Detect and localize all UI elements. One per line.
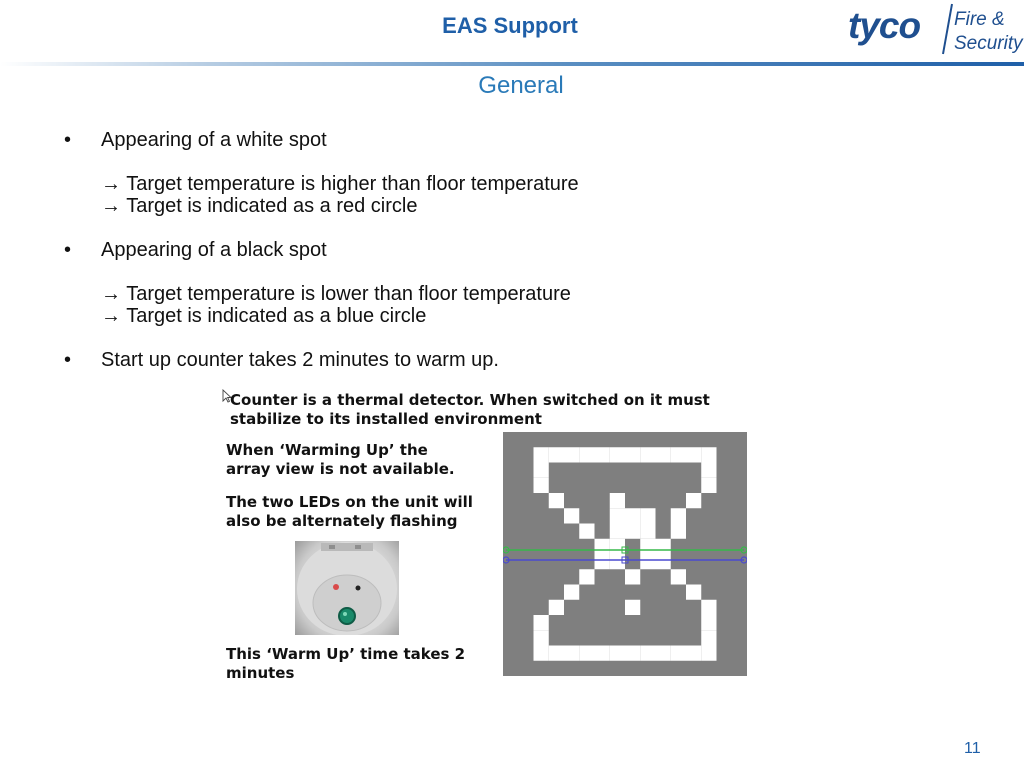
- page-number: 11: [964, 740, 981, 757]
- sub-point: → Target temperature is higher than floor temperature: [101, 173, 579, 195]
- section-title: General: [478, 72, 564, 99]
- array-pixel: [671, 447, 686, 462]
- array-pixel: [610, 539, 625, 554]
- slide-header-title: EAS Support: [442, 13, 578, 38]
- array-pixel: [564, 646, 579, 661]
- header-divider: [0, 62, 1024, 66]
- array-pixel: [595, 447, 610, 462]
- warm-up-time-note: [226, 645, 496, 683]
- array-pixel: [640, 539, 655, 554]
- warming-up-note: [226, 441, 496, 479]
- array-pixel: [610, 493, 625, 508]
- array-pixel: [701, 478, 716, 493]
- bullet-item: [64, 349, 784, 371]
- array-pixel: [549, 646, 564, 661]
- array-pixel: [656, 539, 671, 554]
- array-pixel: [701, 447, 716, 462]
- bullet-text: Appearing of a white spot: [101, 129, 327, 151]
- array-pixel: [625, 646, 640, 661]
- array-pixel: [564, 447, 579, 462]
- array-pixel: [671, 646, 686, 661]
- note-line: minutes: [226, 664, 295, 682]
- logo-security: Security: [954, 33, 1023, 54]
- note-line: When ‘Warming Up’ the: [226, 441, 428, 459]
- array-pixel: [686, 493, 701, 508]
- array-pixel: [579, 524, 594, 539]
- array-pixel: [595, 539, 610, 554]
- bullet-list: [64, 129, 784, 371]
- array-pixel: [534, 478, 549, 493]
- array-pixel: [686, 646, 701, 661]
- array-pixel: [595, 554, 610, 569]
- array-pixel: [610, 646, 625, 661]
- logo-fire: Fire &: [954, 9, 1005, 30]
- array-pixel: [534, 630, 549, 645]
- array-pixel: [640, 646, 655, 661]
- array-pixel: [549, 600, 564, 615]
- array-pixel: [640, 447, 655, 462]
- array-pixel: [534, 646, 549, 661]
- array-pixel: [595, 646, 610, 661]
- array-pixel: [701, 463, 716, 478]
- array-pixel: [671, 569, 686, 584]
- array-pixel: [534, 463, 549, 478]
- array-pixel: [610, 554, 625, 569]
- array-pixel: [534, 447, 549, 462]
- bullet-dot: •: [64, 239, 72, 261]
- bullet-item: [64, 129, 784, 151]
- leds-note: [226, 493, 496, 531]
- bullet-text: Appearing of a black spot: [101, 239, 327, 261]
- array-pixel: [640, 554, 655, 569]
- note-line: also be alternately flashing: [226, 512, 458, 530]
- array-pixel: [579, 447, 594, 462]
- array-pixel: [579, 646, 594, 661]
- array-pixel: [549, 493, 564, 508]
- array-pixel: [534, 615, 549, 630]
- array-pixel: [701, 615, 716, 630]
- array-pixel: [610, 447, 625, 462]
- array-pixel: [656, 554, 671, 569]
- tyco-logo: [848, 2, 1024, 58]
- array-pixel: [625, 569, 640, 584]
- array-pixel: [625, 600, 640, 615]
- bullet-dot: •: [64, 349, 72, 371]
- array-pixel: [610, 524, 625, 539]
- sub-point: → Target is indicated as a blue circle: [101, 305, 427, 327]
- array-pixel: [671, 524, 686, 539]
- array-pixel: [610, 508, 625, 523]
- hourglass-array-view: [503, 432, 747, 676]
- array-pixel: [564, 585, 579, 600]
- array-pixel: [701, 646, 716, 661]
- note-line: array view is not available.: [226, 460, 455, 478]
- figure-caption-line: Counter is a thermal detector. When switched on it must: [230, 391, 710, 409]
- array-pixel: [671, 508, 686, 523]
- bullet-dot: •: [64, 129, 72, 151]
- array-pixel: [656, 447, 671, 462]
- note-line: This ‘Warm Up’ time takes 2: [226, 645, 466, 663]
- array-pixel: [701, 600, 716, 615]
- sub-point: → Target is indicated as a red circle: [101, 195, 418, 217]
- bullet-item: [64, 239, 784, 261]
- array-pixel: [701, 630, 716, 645]
- array-pixel: [640, 508, 655, 523]
- bullet-text: Start up counter takes 2 minutes to warm up.: [101, 349, 499, 371]
- device-photo: [295, 541, 399, 635]
- array-pixel: [686, 585, 701, 600]
- figure-caption: [230, 391, 750, 429]
- array-pixel: [640, 524, 655, 539]
- array-pixel: [625, 508, 640, 523]
- array-pixel: [579, 569, 594, 584]
- sub-point: → Target temperature is lower than floor temperature: [101, 283, 571, 305]
- note-line: The two LEDs on the unit will: [226, 493, 473, 511]
- array-pixel: [564, 508, 579, 523]
- array-pixel: [549, 447, 564, 462]
- device-photo-art: [295, 541, 399, 635]
- array-pixel: [625, 524, 640, 539]
- figure-caption-line: stabilize to its installed environment: [230, 410, 542, 428]
- array-pixel: [625, 447, 640, 462]
- logo-brand: tyco: [848, 5, 921, 46]
- array-pixel: [686, 447, 701, 462]
- array-pixel: [656, 646, 671, 661]
